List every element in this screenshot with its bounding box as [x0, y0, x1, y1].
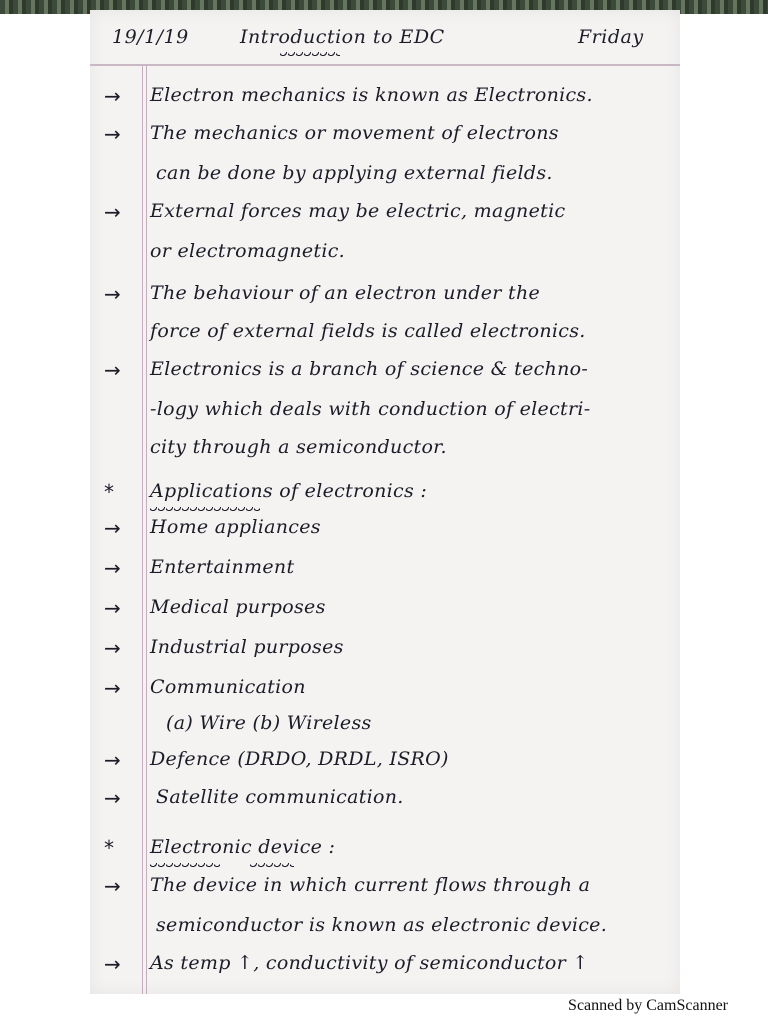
section-heading — [90, 476, 680, 516]
header-rule — [90, 64, 680, 66]
list-item — [90, 782, 680, 822]
heading-text: Electronic device : — [150, 836, 336, 858]
list-item — [90, 632, 680, 672]
note-text: or electromagnetic. — [150, 240, 346, 262]
note-text: External forces may be electric, magnetic — [150, 200, 566, 222]
page-date: 19/1/19 — [112, 26, 189, 48]
heading-underline — [250, 863, 294, 869]
heading-text: Applications of electronics : — [150, 480, 428, 502]
list-item — [90, 592, 680, 632]
note-line — [90, 948, 680, 988]
page-title: Introduction to EDC — [240, 26, 445, 48]
arrow-icon: → — [104, 516, 121, 540]
arrow-icon: → — [104, 596, 121, 620]
arrow-icon: → — [104, 636, 121, 660]
note-line — [90, 354, 680, 394]
list-item-text: Entertainment — [150, 556, 295, 578]
note-line — [90, 158, 680, 198]
note-line — [90, 910, 680, 950]
list-item-text: (a) Wire (b) Wireless — [166, 712, 372, 734]
note-line — [90, 870, 680, 910]
arrow-icon: → — [104, 122, 121, 146]
list-item-text: Home appliances — [150, 516, 321, 538]
notebook-page — [90, 10, 680, 994]
arrow-icon: → — [104, 748, 121, 772]
list-item-text: Medical purposes — [150, 596, 326, 618]
note-text: force of external fields is called electronics. — [150, 320, 586, 342]
title-underline — [280, 52, 340, 58]
asterisk-marker: * — [104, 836, 114, 860]
section-heading — [90, 832, 680, 872]
heading-underline — [150, 863, 220, 869]
note-text: semiconductor is known as electronic device. — [156, 914, 608, 936]
arrow-icon: → — [104, 200, 121, 224]
note-line — [90, 278, 680, 318]
note-line — [90, 196, 680, 236]
scanner-watermark: Scanned by CamScanner — [568, 997, 728, 1014]
arrow-icon: → — [104, 874, 121, 898]
list-item-text: Satellite communication. — [156, 786, 404, 808]
arrow-icon: → — [104, 556, 121, 580]
note-line — [90, 118, 680, 158]
note-text: The mechanics or movement of electrons — [150, 122, 559, 144]
list-item-text: Defence (DRDO, DRDL, ISRO) — [150, 748, 449, 770]
note-text: Electronics is a branch of science & techno- — [150, 358, 589, 380]
note-line — [90, 236, 680, 276]
arrow-icon: → — [104, 676, 121, 700]
note-text: As temp ↑, conductivity of semiconductor ↑ — [150, 952, 589, 974]
arrow-icon: → — [104, 358, 121, 382]
note-line — [90, 80, 680, 120]
arrow-icon: → — [104, 786, 121, 810]
arrow-icon: → — [104, 952, 121, 976]
list-item — [90, 708, 680, 748]
list-item — [90, 512, 680, 552]
list-item — [90, 744, 680, 784]
arrow-icon: → — [104, 282, 121, 306]
list-item-text: Communication — [150, 676, 306, 698]
list-item — [90, 672, 680, 712]
note-line — [90, 316, 680, 356]
note-text: city through a semiconductor. — [150, 436, 447, 458]
arrow-icon: → — [104, 84, 121, 108]
note-line — [90, 394, 680, 434]
note-text: -logy which deals with conduction of electri- — [150, 398, 591, 420]
note-line — [90, 432, 680, 472]
note-text: can be done by applying external fields. — [156, 162, 553, 184]
list-item-text: Industrial purposes — [150, 636, 344, 658]
note-text: The device in which current flows through a — [150, 874, 591, 896]
page-day: Friday — [578, 26, 644, 48]
note-text: The behaviour of an electron under the — [150, 282, 541, 304]
list-item — [90, 552, 680, 592]
note-text: Electron mechanics is known as Electronics. — [150, 84, 593, 106]
asterisk-marker: * — [104, 480, 114, 504]
